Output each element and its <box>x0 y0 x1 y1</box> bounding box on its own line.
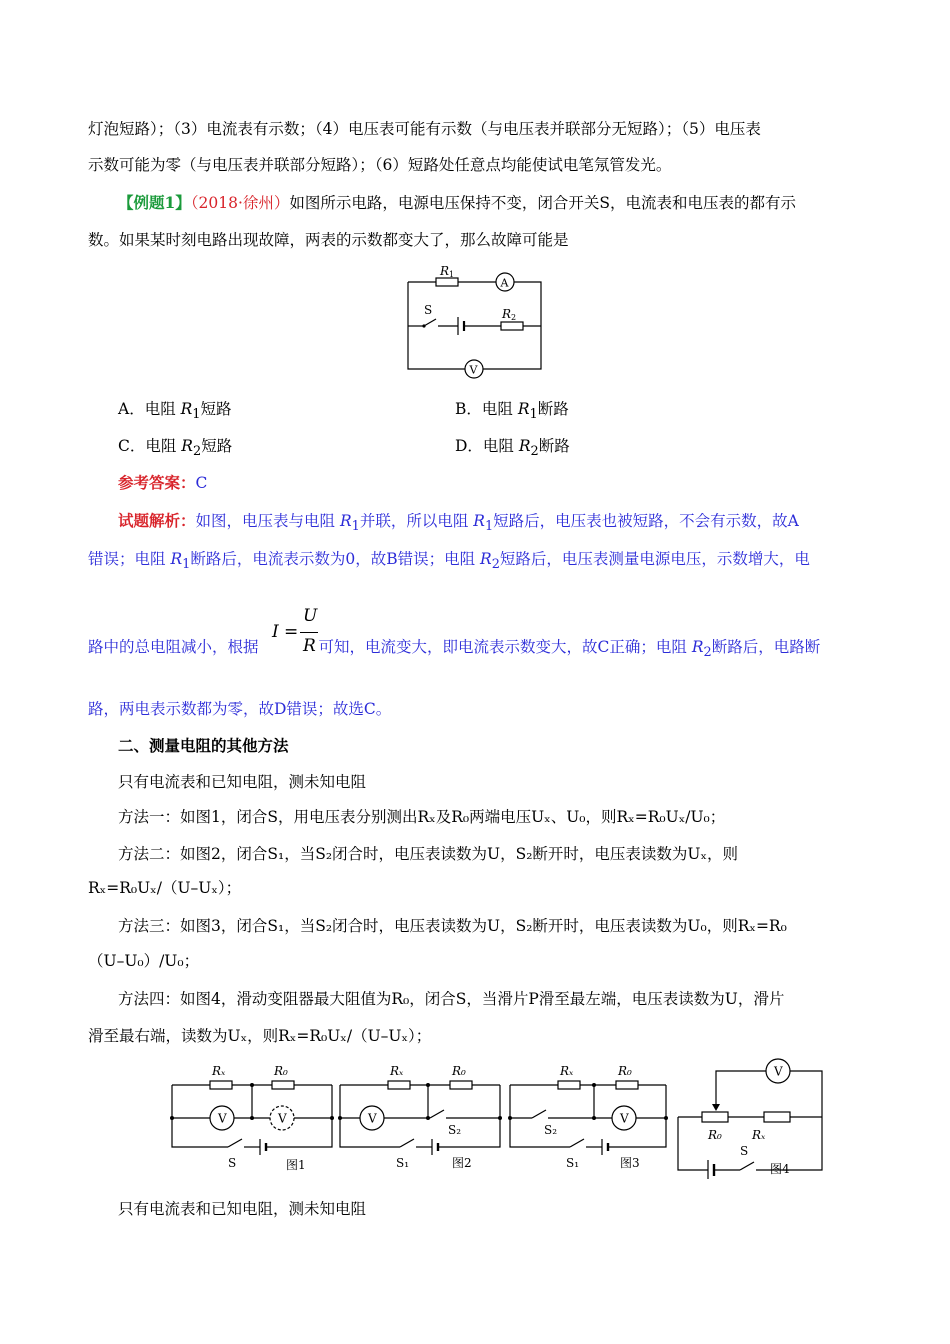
ohm-law-formula: I = U R <box>272 606 318 656</box>
fig3-voltmeter-label: V <box>620 1111 629 1126</box>
fig2-s2-label: S₂ <box>448 1123 462 1137</box>
fig3-s2-label: S₂ <box>544 1123 558 1137</box>
fig2-s1-label: S₁ <box>396 1156 410 1170</box>
method-2-line-2: Rₓ=R₀Uₓ/（U–Uₓ）； <box>88 879 242 897</box>
method-4-line-1: 方法四：如图4，滑动变阻器最大阻值为R₀，闭合S，当滑片P滑至最左端，电压表读数为U，滑片 <box>118 990 785 1008</box>
analysis-line-3: 路中的总电阻减小，根据 可知，电流变大，即电流表示数变大，故C正确；电阻 $R_2$断路后，电路断 <box>88 638 821 661</box>
fig2-rx-label: Rₓ <box>390 1064 404 1078</box>
r1-label: R1 <box>440 264 455 279</box>
fig1-switch-label: S <box>228 1156 237 1170</box>
method-1: 方法一：如图1，闭合S，用电压表分别测出Rₓ及R₀两端电压Uₓ、U₀，则Rₓ=R₀Uₓ/U₀； <box>118 808 726 826</box>
example-source: （2018·徐州） <box>190 194 290 212</box>
analysis-line-1: 试题解析：如图，电压表与电阻 $R_1$并联，所以电阻 $R_1$短路后，电压表也被短路，不会有示数，故A <box>118 511 799 535</box>
fig1-rx-label: Rₓ <box>212 1064 226 1078</box>
fig3-s1-label: S₁ <box>566 1156 580 1170</box>
fig4-r0-label: R₀ <box>708 1128 722 1142</box>
voltmeter-label: V <box>469 363 478 377</box>
fig2-caption: 图2 <box>452 1156 472 1170</box>
option-a[interactable]: A．电阻 $R_1$短路 <box>118 400 232 423</box>
example-question-text: 如图所示电路，电源电压保持不变，闭合开关S，电流表和电压表的都有示 <box>289 194 797 212</box>
analysis-line-4: 路，两电表示数都为零，故D错误；故选C。 <box>88 700 392 718</box>
analysis-line-2: 错误；电阻 $R_1$断路后，电流表示数为0，故B错误；电阻 $R_2$短路后，电压表测量电源电压，示数增大，电 <box>88 550 810 573</box>
option-c[interactable]: C．电阻 $R_2$短路 <box>118 437 233 460</box>
fig3-r0-label: R₀ <box>618 1064 632 1078</box>
fig1-r0-label: R₀ <box>274 1064 288 1078</box>
method-circuits-figure <box>160 1055 830 1180</box>
answer-label: 参考答案： <box>118 473 196 492</box>
option-b[interactable]: B．电阻 $R_1$断路 <box>455 400 569 423</box>
ammeter-label: A <box>500 276 509 290</box>
section-subheading-1: 只有电流表和已知电阻，测未知电阻 <box>118 773 367 791</box>
section-subheading-2: 只有电流表和已知电阻，测未知电阻 <box>118 1200 367 1218</box>
method-3-line-1: 方法三：如图3，闭合S₁，当S₂闭合时，电压表读数为U，S₂断开时，电压表读数为U₀，则Rₓ=R₀ <box>118 917 787 935</box>
r2-label: R2 <box>502 307 517 322</box>
fig4-rx-label: Rₓ <box>752 1128 766 1142</box>
example-tag: 【例题1】 <box>118 193 191 212</box>
fig4-voltmeter-label: V <box>774 1064 783 1079</box>
answer-value: C <box>195 474 208 492</box>
method-3-line-2: （U–U₀）/U₀； <box>88 952 200 970</box>
switch-label: S <box>424 303 433 317</box>
intro-line-1: 灯泡短路）；（3）电流表有示数；（4）电压表可能有示数（与电压表并联部分无短路）；（5）电压表 <box>88 120 761 138</box>
method-2-line-1: 方法二：如图2，闭合S₁，当S₂闭合时，电压表读数为U，S₂断开时，电压表读数为Uₓ，则 <box>118 845 739 863</box>
example-question-line-2: 数。如果某时刻电路出现故障，两表的示数都变大了，那么故障可能是 <box>88 231 569 249</box>
option-d[interactable]: D．电阻 $R_2$断路 <box>455 437 570 460</box>
fig1-voltmeter-label: V <box>218 1111 227 1126</box>
fig4-switch-label: S <box>740 1144 749 1158</box>
answer-line <box>118 472 898 494</box>
fig2-voltmeter-label: V <box>368 1111 377 1126</box>
fig2-r0-label: R₀ <box>452 1064 466 1078</box>
section-heading: 二、测量电阻的其他方法 <box>118 736 289 755</box>
fig3-rx-label: Rₓ <box>560 1064 574 1078</box>
fig1-voltmeter2-label: V <box>278 1111 287 1126</box>
example-circuit-diagram <box>398 262 550 382</box>
fig3-caption: 图3 <box>620 1156 640 1170</box>
intro-line-2: 示数可能为零（与电压表并联部分短路）；（6）短路处任意点均能使试电笔氖管发光。 <box>88 156 672 174</box>
fig4-caption: 图4 <box>770 1162 790 1176</box>
method-4-line-2: 滑至最右端，读数为Uₓ，则Rₓ=R₀Uₓ/（U–Uₓ）； <box>88 1027 432 1045</box>
analysis-label: 试题解析： <box>118 511 196 530</box>
example-question-line-1 <box>118 192 898 214</box>
fig1-caption: 图1 <box>286 1158 306 1172</box>
